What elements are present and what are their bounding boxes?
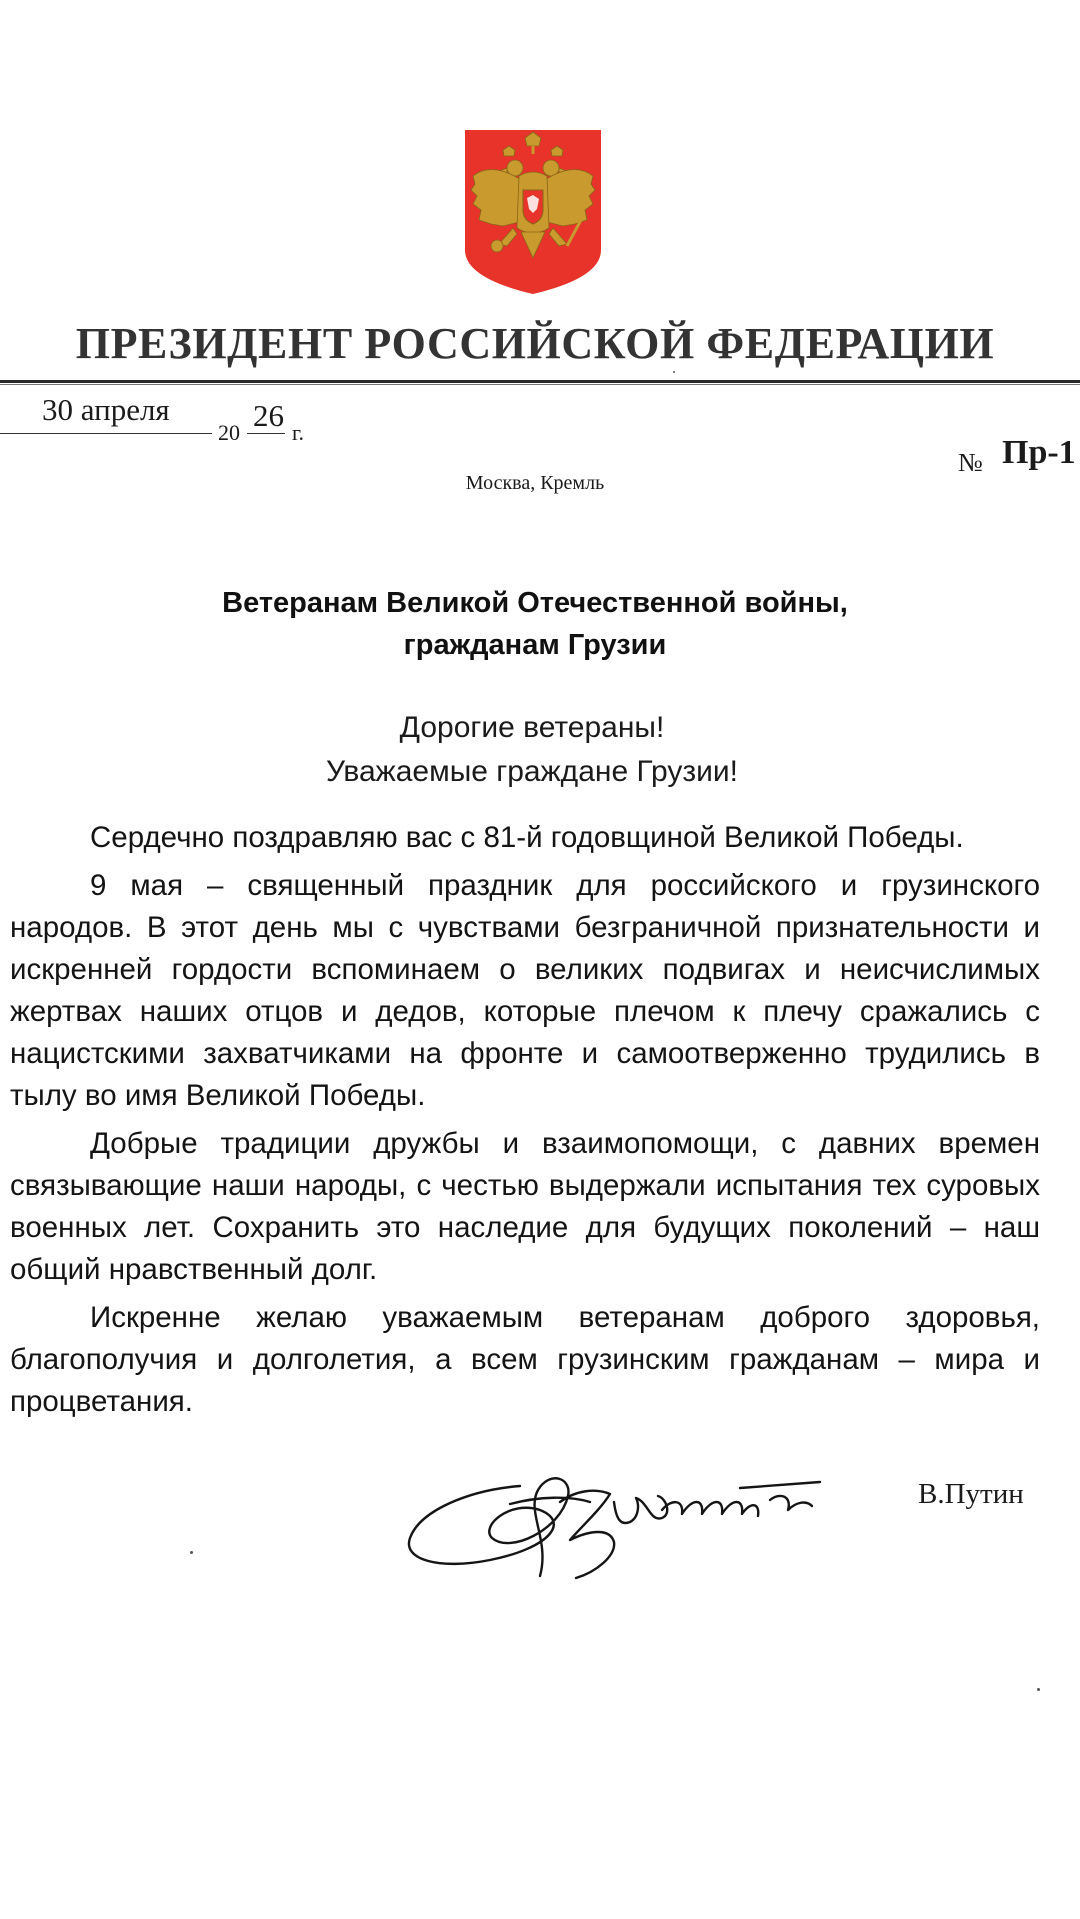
greeting-line-1: Дорогие ветераны! (399, 711, 665, 744)
letterhead-title: ПРЕЗИДЕНТ РОССИЙСКОЙ ФЕДЕРАЦИИ (75, 319, 995, 368)
date-day-month: 30 апреля (42, 392, 170, 427)
document-place: Москва, Кремль (465, 472, 605, 494)
date-year-prefix: 20 (218, 420, 240, 445)
document-number: Пр-1 (1002, 434, 1076, 471)
year-underline (247, 433, 285, 434)
greeting-block (0, 706, 1064, 794)
letterhead-rule-secondary (0, 384, 1080, 385)
addressee-block (0, 582, 1070, 666)
paragraph-4: Искренне желаю уважаемым ветеранам доброго здоровья, благополучия и долголетия, а всем грузинским гражданам – мира и процветания. (10, 1301, 1040, 1418)
document-number-sign: № (958, 448, 983, 477)
russian-coat-of-arms-icon (463, 128, 603, 296)
addressee-line-2: гражданам Грузии (403, 629, 667, 661)
date-year-suffix: 26 (253, 398, 284, 433)
paragraph-3: Добрые традиции дружбы и взаимопомощи, с давних времен связывающие наши народы, с честью выдержали испытания тех суровых военных лет. Сохранить это наследие для будущих поколений – наш общий нравственный долг. (10, 1127, 1040, 1286)
scan-speck (673, 371, 675, 373)
handwritten-signature (400, 1430, 840, 1590)
letter-body (10, 817, 1040, 1423)
scan-speck (1037, 1688, 1040, 1691)
paragraph-1: Сердечно поздравляю вас с 81-й годовщиной Великой Победы. (90, 821, 964, 854)
greeting-line-2: Уважаемые граждане Грузии! (326, 755, 738, 788)
paragraph-2: 9 мая – священный праздник для российского и грузинского народов. В этот день мы с чувствами безграничной признательности и искренней гордости вспоминаем о великих подвигах и неисчислимых жертвах наших отцов и дедов, которые плечом к плечу сражались с нацистскими захватчиками на фронте и самоотверженно трудились в тылу во имя Великой Победы. (10, 869, 1040, 1112)
scan-speck (190, 1551, 193, 1554)
date-year-unit: г. (292, 420, 305, 445)
date-underline (0, 433, 212, 434)
signer-name: В.Путин (918, 1478, 1024, 1510)
addressee-line-1: Ветеранам Великой Отечественной войны, (222, 587, 848, 619)
letterhead-rule (0, 380, 1080, 383)
